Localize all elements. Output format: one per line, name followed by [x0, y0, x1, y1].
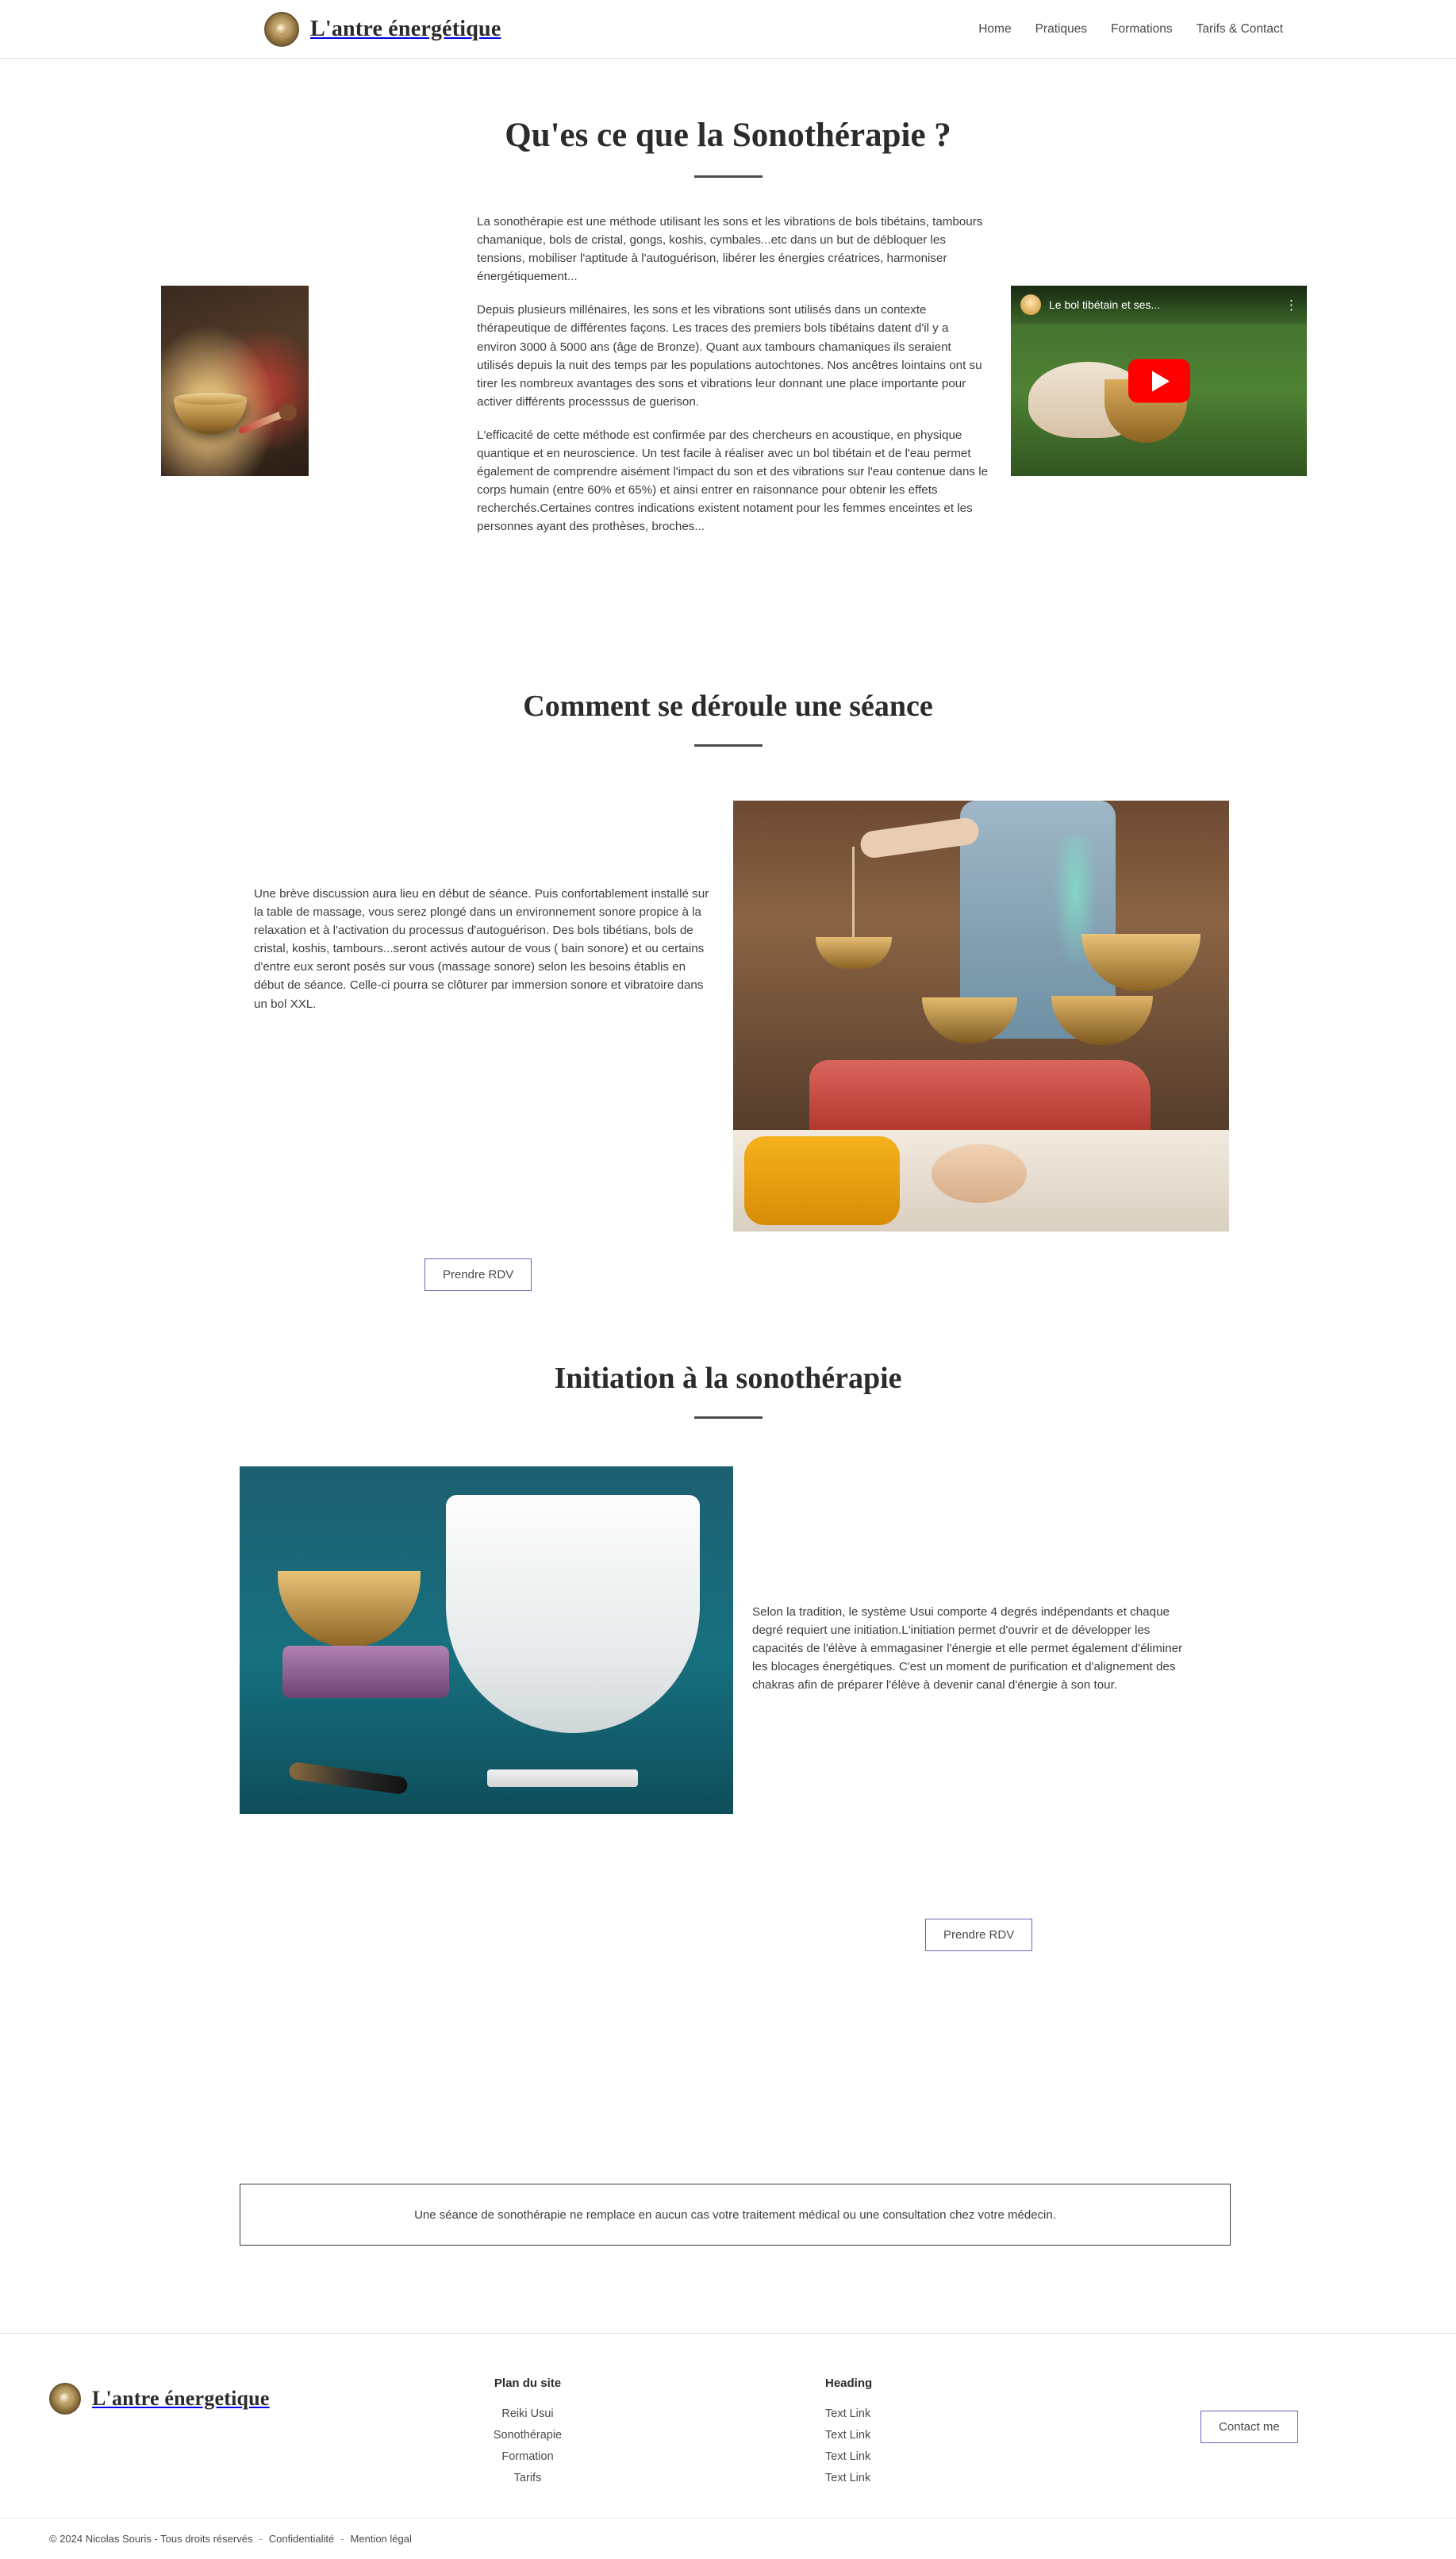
crystal-stick-shape [487, 1769, 638, 1787]
tibetan-bowl-shape [278, 1571, 421, 1647]
footer-column-title: Heading [825, 2376, 873, 2390]
video-title[interactable]: Le bol tibétain et ses... [1049, 298, 1161, 311]
separator: - [340, 2533, 344, 2545]
footer-brand-name: L'antre énergetique [92, 2387, 270, 2410]
seance-paragraph: Une brève discussion aura lieu en début de séance. Puis confortablement installé sur la table de massage, vous serez plongé dans un environnement sonore propice à la relaxation et à l'activation du processus d'autoguérison. Des bols tibétians, bols de cristal, koshis, tambours...seront activés autour de vous ( bain sonore) et ou certains d'entre eux seront posés sur vous (massage sonore) selon les besoins établis en début de séance. Celle-ci pourra se clôturer par immersion sonore et vibratoire dans un bol XXL. [254, 887, 709, 1011]
medical-disclaimer-text: Une séance de sonothérapie ne remplace en aucun cas votre traitement médical ou une consultation chez votre médecin. [414, 2207, 1056, 2222]
footer-legal-bar [0, 2518, 1456, 2559]
section-seance [0, 554, 1456, 1240]
nav-item-home[interactable]: Home [978, 21, 1012, 36]
initiation-title: Initiation à la sonothérapie [554, 1362, 902, 1395]
bol-tibetain-photo [161, 286, 309, 476]
title-divider [694, 1416, 763, 1419]
bols-tibetain-et-cristal-photo [240, 1466, 733, 1814]
footer-brand-link[interactable] [49, 2383, 270, 2415]
footer-link-reiki-usui[interactable]: Reiki Usui [501, 2407, 554, 2420]
title-divider [694, 744, 763, 747]
prendre-rdv-button-initiation[interactable]: Prendre RDV [925, 1919, 1032, 1951]
title-divider [694, 175, 763, 178]
sonotherapie-paragraph-1: La sonothérapie est une méthode utilisant les sons et les vibrations de bols tibétains, tambours chamanique, bols de cristal, gongs, koshis, cymbales...etc dans un but de débloquer les tensions, mobiliser l'aptitude à l'autoguérison, libérer les énergies créatrices, harmoniser énergétiquement... [477, 215, 983, 284]
footer-link-sonotherapie[interactable]: Sonothérapie [493, 2429, 563, 2442]
main-nav [978, 22, 1283, 37]
singing-bowl-logo-icon [264, 12, 299, 47]
contact-me-button[interactable]: Contact me [1201, 2411, 1298, 2443]
footer-column-title: Plan du site [494, 2376, 562, 2390]
medical-disclaimer [240, 2184, 1231, 2246]
nav-item-formations[interactable]: Formations [1111, 21, 1173, 36]
sonotherapie-paragraph-2: Depuis plusieurs millénaires, les sons et les vibrations sont utilisés dans un contexte thérapeutique de différentes façons. Les traces des premiers bols tibétains datent d'il y a environ 3000 à 5000 ans (âge de Bronze). Quant aux tambours chamaniques ils seraient utilisés depuis la nuit des temps par les populations autochtones. Nos ancêtres lointains ont su tirer les nombreux avantages des sons et vibrations leur donnant une place importante pour activer différents processsus de guerison. [477, 303, 982, 409]
brand-name: L'antre énergétique [310, 16, 501, 41]
yellow-pillow-shape [744, 1136, 900, 1225]
hanging-bowl-shape [816, 937, 892, 969]
nav-item-tarifs-contact[interactable]: Tarifs & Contact [1196, 21, 1283, 36]
footer-link-tarifs[interactable]: Tarifs [513, 2472, 542, 2484]
initiation-body [0, 1452, 1456, 1825]
sonotherapie-paragraph-3: L'efficacité de cette méthode est confirmée par des chercheurs en acoustique, en physique quantique et en neuroscience. Un test facile à réaliser avec un bol tibétain et de l'eau permet également de comprendre aisément l'impact du son et des vibrations sur l'eau contenue dans le corps humain (entre 60% et 65%) et ainsi entrer en raisonnance pour obtenir les effets recherchés.Certaines contres indications existent notament pour les femmes enceintes et les personnes ayant des prothèses, broches... [477, 428, 989, 534]
seance-body [0, 780, 1456, 1240]
singing-bowl-shape [174, 398, 247, 435]
crystal-bowl-shape [446, 1495, 700, 1733]
footer-text-link-2[interactable]: Text Link [825, 2429, 871, 2442]
footer-text-link-3[interactable]: Text Link [825, 2450, 871, 2463]
seance-sonotherapie-photo [733, 801, 1229, 1231]
footer-link-mention-legal[interactable]: Mention légal [350, 2533, 412, 2545]
youtube-video-embed[interactable] [1011, 286, 1307, 476]
client-face-shape [932, 1144, 1027, 1203]
footer-link-confidentialite[interactable]: Confidentialité [268, 2533, 335, 2545]
sonotherapie-body [0, 213, 1456, 554]
youtube-play-icon[interactable] [1128, 359, 1190, 403]
seance-title: Comment se déroule une séance [523, 690, 933, 723]
singing-bowl-logo-icon [49, 2383, 81, 2415]
footer-text-link-4[interactable]: Text Link [825, 2472, 871, 2484]
video-top-bar [1011, 286, 1307, 324]
brand-home-link[interactable] [264, 12, 501, 47]
section-initiation [0, 1240, 1456, 1825]
footer-link-formation[interactable]: Formation [501, 2450, 554, 2463]
page-title: Qu'es ce que la Sonothérapie ? [505, 117, 951, 154]
prendre-rdv-button-seance[interactable]: Prendre RDV [425, 1258, 532, 1291]
initiation-paragraph: Selon la tradition, le système Usui comporte 4 degrés indépendants et chaque degré requiert une initiation.L'initiation permet d'ouvrir et de développer les capacités de l'élève à emmagasiner l'énergie et elle permet également d'éliminer les blocages énergétiques. C'est un moment de purification et d'alignement des chakras afin de préparer l'élève à devenir canal d'énergie à son tour. [752, 1605, 1183, 1693]
channel-avatar-icon[interactable] [1020, 294, 1041, 315]
footer-column-heading [825, 2376, 960, 2493]
copyright-text: © 2024 Nicolas Souris - Tous droits réservés [49, 2533, 253, 2545]
separator: - [259, 2533, 263, 2545]
nav-item-pratiques[interactable]: Pratiques [1035, 21, 1088, 36]
kebab-menu-icon[interactable]: ⋮ [1285, 297, 1298, 313]
sonotherapie-text [477, 213, 991, 551]
footer-column-plan-du-site [460, 2376, 595, 2493]
site-footer [0, 2333, 1456, 2559]
red-cloth-shape [809, 1060, 1151, 1136]
pendulum-string-shape [852, 847, 855, 942]
section-sonotherapie [0, 59, 1456, 554]
cushion-shape [282, 1646, 449, 1698]
mallet-shape [238, 409, 290, 435]
site-header [0, 0, 1456, 59]
mallet-shape [288, 1762, 409, 1796]
footer-text-link-1[interactable]: Text Link [825, 2407, 871, 2420]
